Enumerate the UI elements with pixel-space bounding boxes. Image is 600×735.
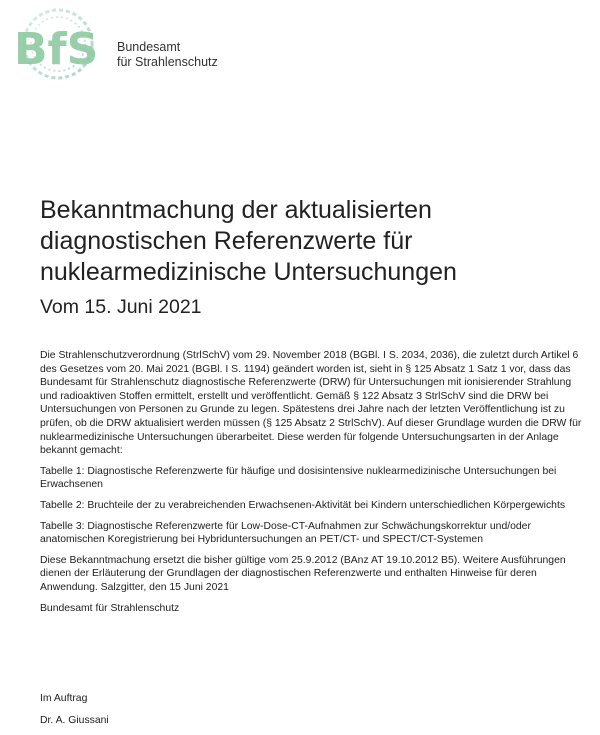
intro-paragraph: Die Strahlenschutzverordnung (StrlSchV) vom 29. November 2018 (BGBl. I S. 2034, 2036), die zuletzt durch Artikel 6 des Gesetzes vom 20. Mai 2021 (BGBl. I S. 1194) geändert worden ist, sieht in § 125 Absatz 1 Satz 1 vor, dass das Bundesamt für Strahlenschutz diagnostische Referenzwerte (DRW) für Untersuchungen mit ionisierender Strahlung und radioaktiven Stoffen ermittelt, erstellt und veröffentlicht. Gemäß § 122 Absatz 3 StrlSchV sind die DRW bei Untersuchungen von Personen zu Grunde zu legen. Spätestens drei Jahre nach der letzten Veröffentlichung ist zu prüfen, ob die DRW aktualisiert werden müssen (§ 125 Absatz 2 StrlSchV). Auf dieser Grundlage wurden die DRW für nuklearmedizinische Untersuchungen überarbeitet. Diese werden für folgende Untersuchungsarten in der Anlage bekannt gemacht: xyxy=(40,350,582,457)
title-block xyxy=(40,195,585,320)
bfs-logo xyxy=(10,6,106,82)
document-title xyxy=(40,195,585,288)
agency-line-2: für Strahlenschutz xyxy=(117,55,218,69)
agency-line-1: Bundesamt xyxy=(117,40,181,54)
document-body xyxy=(40,349,588,622)
document-date: Vom 15. Juni 2021 xyxy=(40,296,202,318)
on-behalf-label: Im Auftrag xyxy=(40,693,88,704)
header xyxy=(10,6,310,82)
table-3-description: Tabelle 3: Diagnostische Referenzwerte für Low-Dose-CT-Aufnahmen zur Schwächungskorrektur und/oder anatomischen Koregistrierung bei Hybriduntersuchungen an PET/CT- und SPECT/CT-Systemen xyxy=(40,520,531,546)
title-line-1: Bekanntmachung der aktualisierten xyxy=(40,196,432,224)
table-1-description: Tabelle 1: Diagnostische Referenzwerte für häufige und dosisintensive nuklearmedizinische Untersuchungen bei Erwachsenen xyxy=(40,465,557,491)
replaces-paragraph: Diese Bekanntmachung ersetzt die bisher gültige vom 25.9.2012 (BAnz AT 19.10.2012 B5). Weitere Ausführungen dienen der Erläuterung der Grundlagen der diagnostischen Referenzwerte und enthalten Hinweise für deren Anwendung. Salzgitter, den 15 Juni 2021 xyxy=(40,554,566,593)
title-line-3: nuklearmedizinische Untersuchungen xyxy=(40,258,457,286)
title-line-2: diagnostischen Referenzwerte für xyxy=(40,227,413,255)
issuer-line: Bundesamt für Strahlenschutz xyxy=(40,602,180,614)
table-2-description: Tabelle 2: Bruchteile der zu verabreichenden Erwachsenen-Aktivität bei Kindern unterschiedlichen Körpergewichts xyxy=(40,499,566,511)
logo-lettering: BfS xyxy=(14,24,99,75)
agency-name xyxy=(117,40,218,70)
signature-block xyxy=(40,692,109,735)
signatory-name: Dr. A. Giussani xyxy=(40,714,109,726)
